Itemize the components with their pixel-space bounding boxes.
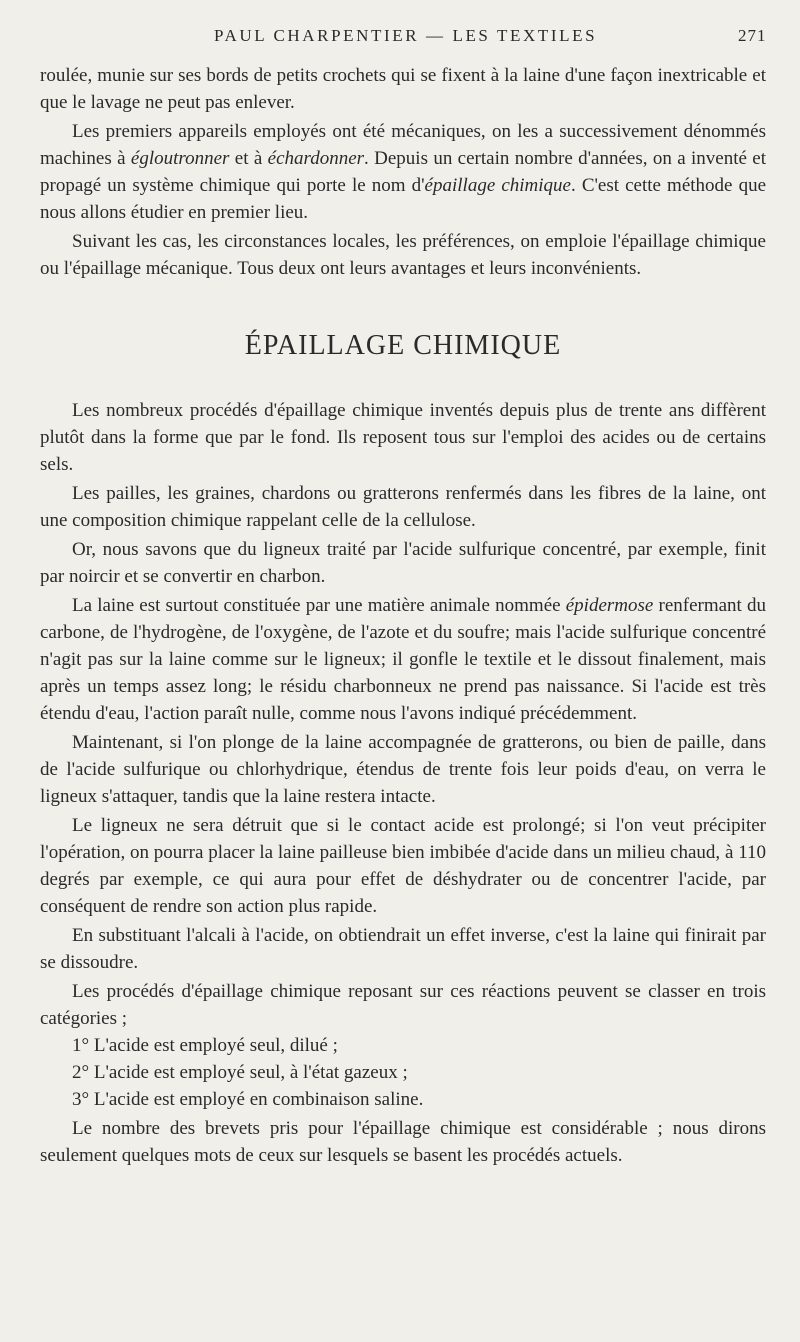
text-run: Les premiers appareils employés ont été mécaniques, on les a successivement dénommés machines à xyxy=(40,121,766,169)
text-run: renfermant du carbone, de l'hydrogène, de l'oxygène, de l'azote et du soufre; mais l'acide sulfurique concentré n'agit pas sur la laine comme sur le ligneux; il gonfle le textile et le dissout finalement, mais après un temps assez long; le résidu charbonneux ne prend pas naissance. Si l'acide est très étendu d'eau, l'action paraît nulle, comme nous l'avons indiqué précédemment. xyxy=(40,595,766,724)
text-run: . C'est cette méthode que nous allons étudier en premier lieu. xyxy=(40,175,766,223)
paragraph-laine xyxy=(40,592,766,727)
paragraph-ligneux: Or, nous savons que du ligneux traité par l'acide sulfurique concentré, par exemple, finit par noircir et se convertir en charbon. xyxy=(40,539,766,587)
paragraph-circumstances: Suivant les cas, les circonstances locales, les préférences, on emploie l'épaillage chimique ou l'épaillage mécanique. Tous deux ont leurs avantages et leurs inconvénients. xyxy=(40,231,766,279)
page-body xyxy=(40,62,766,1169)
list-item: 1° L'acide est employé seul, dilué ; xyxy=(72,1035,338,1056)
paragraph-maintenant: Maintenant, si l'on plonge de la laine accompagnée de gratterons, ou bien de paille, dans de l'acide sulfurique ou chlorhydrique, étendus de trente fois leur poids d'eau, on verra le ligneux s'attaquer, tandis que la laine restera intacte. xyxy=(40,732,766,807)
italic-term: égloutronner xyxy=(130,148,230,169)
paragraph-procedures: Les nombreux procédés d'épaillage chimique inventés depuis plus de trente ans diffèrent plutôt dans la forme que par le fond. Ils reposent tous sur l'emploi des acides ou de certains sels. xyxy=(40,400,766,475)
paragraph-destruction: Le ligneux ne sera détruit que si le contact acide est prolongé; si l'on veut précipiter l'opération, on pourra placer la laine pailleuse bien imbibée d'acide dans un milieu chaud, à 110 degrés par exemple, ce qui aura pour effet de déshydrater ou de concentrer l'acide, par conséquent de rendre son action plus rapide. xyxy=(40,815,766,917)
paragraph-pailles: Les pailles, les graines, chardons ou gratterons renfermés dans les fibres de la laine, ont une composition chimique rappelant celle de la cellulose. xyxy=(40,483,766,531)
text-run: La laine est surtout constituée par une matière animale nommée xyxy=(72,595,566,616)
page-number: 271 xyxy=(738,26,767,45)
paragraph-categories: Les procédés d'épaillage chimique reposant sur ces réactions peuvent se classer en trois catégories ; xyxy=(40,981,766,1029)
page-header xyxy=(0,26,800,50)
italic-term: épidermose xyxy=(565,595,654,616)
paragraph-alcali: En substituant l'alcali à l'acide, on obtiendrait un effet inverse, c'est la laine qui finirait par se dissoudre. xyxy=(40,925,766,973)
italic-term: échardonner xyxy=(267,148,365,169)
section-heading: ÉPAILLAGE CHIMIQUE xyxy=(244,330,562,361)
list-item: 3° L'acide est employé en combinaison saline. xyxy=(72,1089,424,1110)
italic-term: épaillage chimique xyxy=(424,175,571,196)
list-item: 2° L'acide est employé seul, à l'état gazeux ; xyxy=(72,1062,408,1083)
paragraph-machines xyxy=(40,118,766,226)
text-run: . Depuis un certain nombre d'années, on a inventé et propagé un système chimique qui porte le nom d' xyxy=(40,148,766,196)
paragraph-continued: roulée, munie sur ses bords de petits crochets qui se fixent à la laine d'une façon inextricable et que le lavage ne peut pas enlever. xyxy=(40,65,766,113)
text-run: et à xyxy=(229,148,268,169)
running-title: PAUL CHARPENTIER — LES TEXTILES xyxy=(214,26,598,45)
paragraph-brevets: Le nombre des brevets pris pour l'épaillage chimique est considérable ; nous dirons seulement quelques mots de ceux sur lesquels se basent les procédés actuels. xyxy=(40,1118,766,1166)
